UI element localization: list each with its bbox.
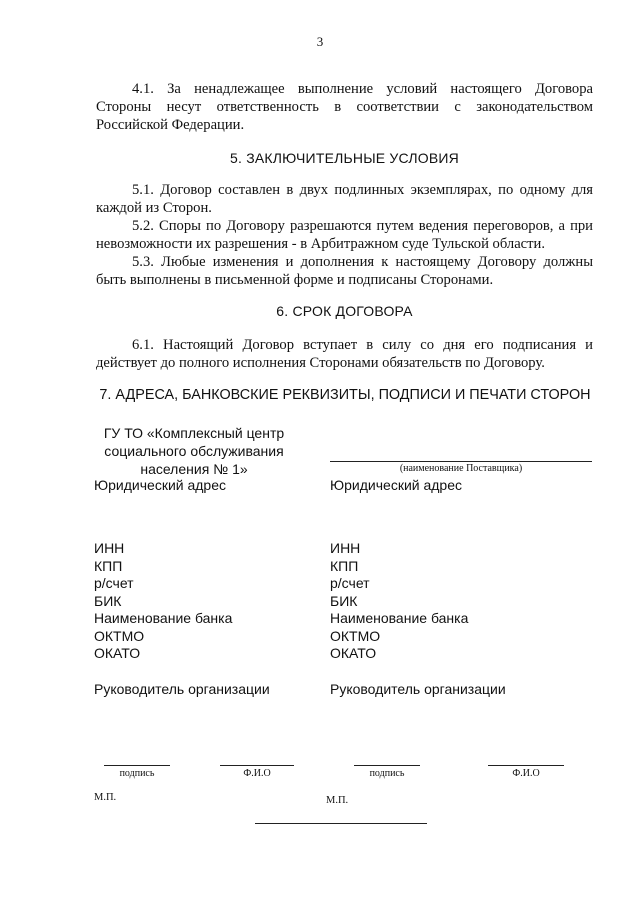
left-signature-line [104,765,170,766]
org-line-1: ГУ ТО «Комплексный центр [103,425,285,441]
clause-6-1: 6.1. Настоящий Договор вступает в силу со дня его подписания и действует до полного исполнения Сторонами обязательств по Договору. [96,337,593,371]
left-head-label: Руководитель организации [94,681,270,697]
page-number: 3 [316,34,324,49]
right-bank-name-label: Наименование банка [330,610,469,626]
right-oktmo-label: ОКТМО [330,627,381,644]
clause-4-1: 4.1. За ненадлежащее выполнение условий настоящего Договора Стороны несут ответственность в соответствии с законодательством Российской Федерации. [96,81,593,133]
right-okato-label: ОКАТО [330,645,377,661]
clause-5-2: 5.2. Споры по Договору разрешаются путем ведения переговоров, а при невозможности их разрешения - в Арбитражном суде Тульской области. [96,218,593,252]
right-name-line [488,765,564,766]
right-signature-line [354,765,420,766]
right-inn-label: ИНН [330,540,361,556]
clause-5-1: 5.1. Договор составлен в двух подлинных экземплярах, по одному для каждой из Сторон. [96,182,593,216]
org-line-2: социального обслуживания [104,443,284,459]
supplier-name-line [330,461,592,462]
left-legal-address-label: Юридический адрес [94,477,227,493]
left-name-caption: Ф.И.О [243,768,271,779]
section-7-heading: 7. АДРЕСА, БАНКОВСКИЕ РЕКВИЗИТЫ, ПОДПИСИ И ПЕЧАТИ СТОРОН [99,387,591,403]
right-seal-label: М.П. [326,795,349,806]
bottom-divider-line [255,823,427,824]
section-5-heading: 5. ЗАКЛЮЧИТЕЛЬНЫЕ УСЛОВИЯ [230,150,459,166]
right-signature-caption: подпись [369,768,405,779]
right-name-caption: Ф.И.О [512,768,540,779]
left-bank-name-label: Наименование банка [94,610,233,626]
org-line-3: населения № 1» [140,461,248,477]
left-seal-label: М.П. [94,792,117,803]
section-6-heading: 6. СРОК ДОГОВОРА [276,303,413,319]
left-kpp-label: КПП [94,557,123,574]
right-kpp-label: КПП [330,557,359,574]
right-legal-address-label: Юридический адрес [330,477,463,493]
customer-organization-name [84,424,304,478]
supplier-name-caption: (наименование Поставщика) [399,463,523,474]
right-account-label: р/счет [330,575,370,591]
left-bik-label: БИК [94,592,122,609]
left-oktmo-label: ОКТМО [94,627,145,644]
left-okato-label: ОКАТО [94,645,141,661]
left-signature-caption: подпись [119,768,155,779]
right-requisites [330,540,468,663]
clause-5-3: 5.3. Любые изменения и дополнения к настоящему Договору должны быть выполнены в письменной форме и подписаны Сторонами. [96,254,593,288]
right-head-label: Руководитель организации [330,681,506,697]
right-bik-label: БИК [330,592,358,609]
left-name-line [220,765,294,766]
left-inn-label: ИНН [94,540,125,556]
left-requisites [94,540,232,663]
left-account-label: р/счет [94,575,134,591]
